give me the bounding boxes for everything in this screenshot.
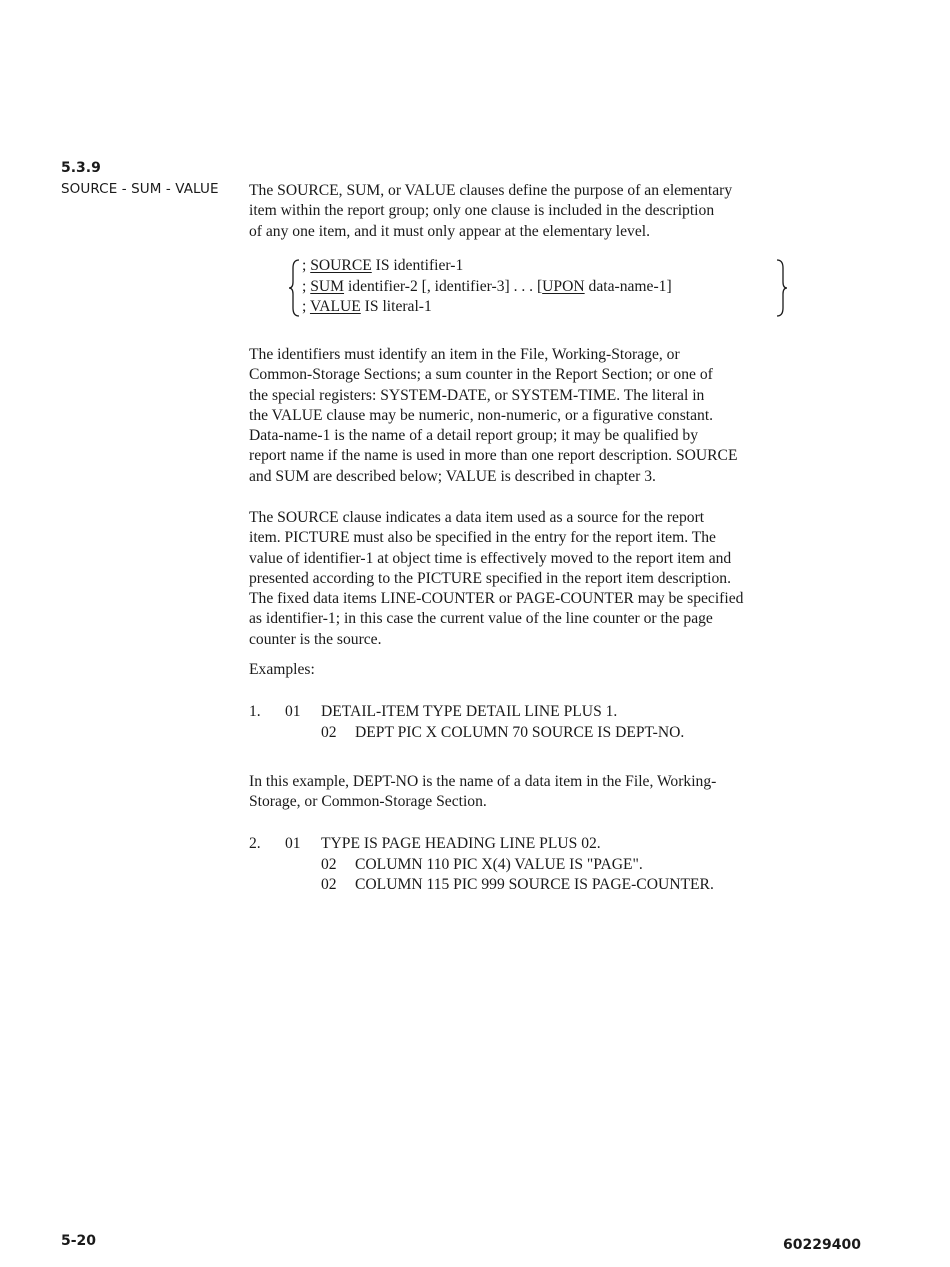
text-line: The SOURCE, SUM, or VALUE clauses define the purpose of an elementary bbox=[249, 182, 733, 199]
document-number: 60229400 bbox=[783, 1237, 861, 1253]
text-line: report name if the name is used in more than one report description. SOURCE bbox=[249, 447, 738, 465]
text-line: item within the report group; only one clause is included in the description bbox=[249, 202, 715, 220]
text-line: counter is the source. bbox=[249, 630, 382, 648]
level-number: 01 bbox=[285, 835, 301, 852]
format-line-value: ; VALUE IS literal-1 bbox=[302, 298, 432, 315]
example-number: 2. bbox=[249, 835, 261, 852]
code-line: COLUMN 110 PIC X(4) VALUE IS "PAGE". bbox=[355, 855, 643, 873]
example-1-note bbox=[249, 772, 889, 813]
keyword-source: SOURCE bbox=[310, 257, 372, 274]
text-line: The SOURCE clause indicates a data item used as a source for the report bbox=[249, 509, 705, 526]
code-line: DETAIL-ITEM TYPE DETAIL LINE PLUS 1. bbox=[321, 703, 618, 720]
level-number: 02 bbox=[321, 723, 337, 741]
code-line: DEPT PIC X COLUMN 70 SOURCE IS DEPT-NO. bbox=[355, 723, 685, 741]
right-brace-icon bbox=[774, 258, 788, 318]
text-line: item. PICTURE must also be specified in the entry for the report item. The bbox=[249, 529, 716, 547]
example-number: 1. bbox=[249, 703, 261, 720]
format-block bbox=[288, 256, 798, 320]
source-clause-paragraph bbox=[249, 508, 889, 650]
text-line: as identifier-1; in this case the current value of the line counter or the page bbox=[249, 610, 713, 628]
example-1 bbox=[249, 702, 849, 744]
text-line: Data-name-1 is the name of a detail report group; it may be qualified by bbox=[249, 427, 699, 445]
text-line: In this example, DEPT-NO is the name of a data item in the File, Working- bbox=[249, 773, 717, 790]
text-line: the special registers: SYSTEM-DATE, or SYSTEM-TIME. The literal in bbox=[249, 386, 705, 404]
keyword-upon: UPON bbox=[542, 277, 585, 295]
example-2 bbox=[249, 834, 849, 898]
text-line: The fixed data items LINE-COUNTER or PAGE-COUNTER may be specified bbox=[249, 590, 744, 608]
text-line: The identifiers must identify an item in the File, Working-Storage, or bbox=[249, 346, 680, 363]
text-line: value of identifier-1 at object time is effectively moved to the report item and bbox=[249, 549, 732, 567]
text-line: the VALUE clause may be numeric, non-numeric, or a figurative constant. bbox=[249, 406, 714, 424]
intro-paragraph bbox=[249, 181, 889, 242]
page-number: 5-20 bbox=[61, 1233, 97, 1249]
level-number: 02 bbox=[321, 855, 337, 873]
keyword-sum: SUM bbox=[310, 277, 345, 295]
text-line: and SUM are described below; VALUE is described in chapter 3. bbox=[249, 467, 656, 485]
section-number: 5.3.9 bbox=[61, 160, 101, 176]
format-line-source: ; SOURCE IS identifier-1 bbox=[302, 257, 464, 274]
text-line: Storage, or Common-Storage Section. bbox=[249, 793, 487, 811]
left-brace-icon bbox=[288, 258, 302, 318]
code-line: TYPE IS PAGE HEADING LINE PLUS 02. bbox=[321, 835, 601, 852]
level-number: 01 bbox=[285, 703, 301, 720]
level-number: 02 bbox=[321, 876, 337, 893]
examples-label: Examples: bbox=[249, 661, 315, 678]
code-line: COLUMN 115 PIC 999 SOURCE IS PAGE-COUNTER. bbox=[355, 876, 714, 893]
text-line: Common-Storage Sections; a sum counter in the Report Section; or one of bbox=[249, 366, 713, 384]
text-line: presented according to the PICTURE specified in the report item description. bbox=[249, 569, 731, 587]
format-line-sum: ; SUM identifier-2 [, identifier-3] . . . [UPON data-name-1] bbox=[302, 277, 672, 295]
keyword-value: VALUE bbox=[309, 298, 361, 315]
section-title: SOURCE - SUM - VALUE bbox=[61, 181, 219, 197]
text-line: of any one item, and it must only appear at the elementary level. bbox=[249, 222, 650, 240]
identifiers-paragraph bbox=[249, 345, 889, 487]
